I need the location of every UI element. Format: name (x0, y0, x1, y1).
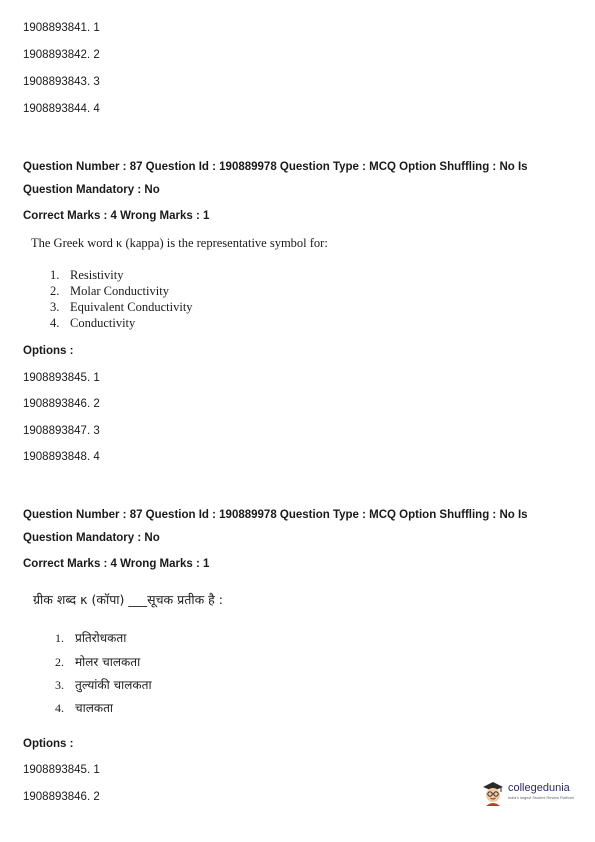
option-id-line: 1908893842. 2 (23, 49, 100, 61)
logo-tagline: India's largest Student Review Platform (508, 796, 575, 800)
option-id-line: 1908893843. 3 (23, 76, 100, 88)
question-text: The Greek word κ (kappa) is the representative symbol for: (31, 236, 328, 250)
option-id-line: 1908893848. 4 (23, 451, 100, 463)
options-label: Options : (23, 345, 74, 357)
question-mandatory: Question Mandatory : No (23, 184, 160, 196)
choice-item: 1. Resistivity (50, 268, 124, 282)
option-id-line: 1908893847. 3 (23, 425, 100, 437)
collegedunia-logo (480, 778, 585, 808)
choice-item: 2. मोलर चालकता (55, 655, 141, 669)
choice-item: 4. Conductivity (50, 316, 136, 330)
logo-brand-text: collegedunia (508, 782, 570, 794)
question-header: Question Number : 87 Question Id : 190889978 Question Type : MCQ Option Shuffling : No Is (23, 161, 528, 173)
choice-item: 3. Equivalent Conductivity (50, 300, 193, 314)
choice-item: 4. चालकता (55, 701, 114, 715)
choice-item: 2. Molar Conductivity (50, 284, 169, 298)
question-mandatory: Question Mandatory : No (23, 532, 160, 544)
choice-item: 3. तुल्यांकी चालकता (55, 678, 152, 692)
question-marks: Correct Marks : 4 Wrong Marks : 1 (23, 210, 210, 222)
options-label: Options : (23, 738, 74, 750)
option-id-line: 1908893845. 1 (23, 764, 100, 776)
option-id-line: 1908893845. 1 (23, 372, 100, 384)
option-id-line: 1908893846. 2 (23, 398, 100, 410)
mascot-icon (480, 778, 506, 808)
option-id-line: 1908893844. 4 (23, 103, 100, 115)
question-header: Question Number : 87 Question Id : 190889978 Question Type : MCQ Option Shuffling : No Is (23, 509, 528, 521)
question-marks: Correct Marks : 4 Wrong Marks : 1 (23, 558, 210, 570)
option-id-line: 1908893841. 1 (23, 22, 100, 34)
option-id-line: 1908893846. 2 (23, 791, 100, 803)
question-text: ग्रीक शब्द κ (कॉपा) ___सूचक प्रतीक है : (33, 592, 223, 607)
choice-item: 1. प्रतिरोधकता (55, 631, 127, 645)
